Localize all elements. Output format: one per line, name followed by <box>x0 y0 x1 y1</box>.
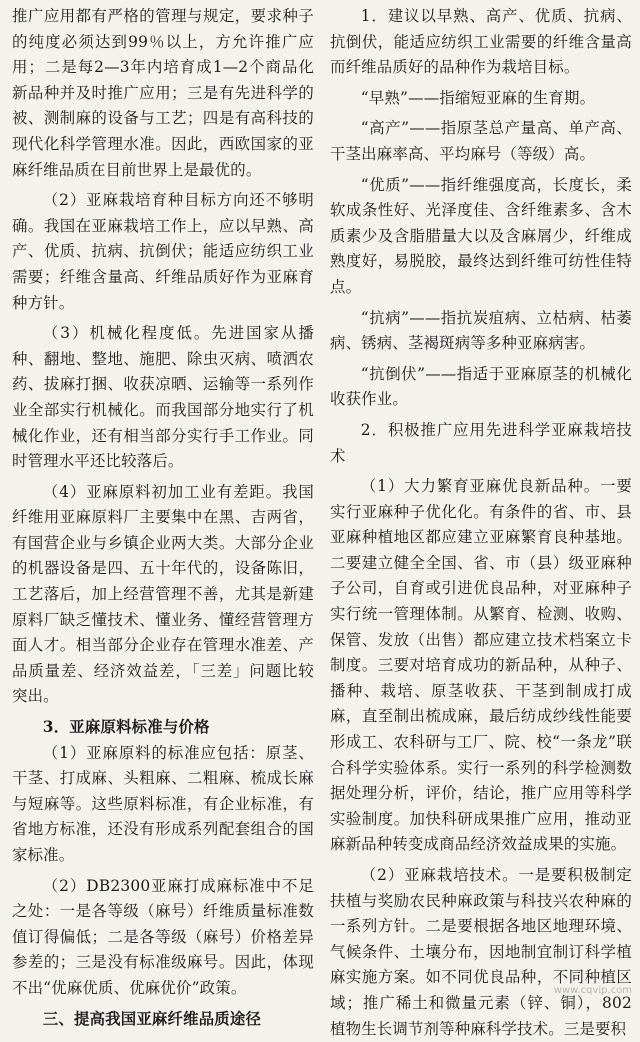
left-paragraph-6: （2）DB2300亚麻打成麻标准中不足之处：一是各等级（麻号）纤维质量标准数值订得偏低；二是各等级（麻号）价格差异参差的；三是没有标准级麻号。因此，体现不出“优麻优质、优麻优价”政策。 <box>12 876 314 997</box>
section-heading-3: 三、提高我国亚麻纤维品质途径 <box>42 1009 262 1028</box>
subsection-heading-3: 3．亚麻原料标准与价格 <box>42 718 210 737</box>
right-paragraph-6: “抗倒伏”——指适于亚麻原茎的机械化收获作业。 <box>330 364 632 409</box>
left-column <box>12 4 314 1032</box>
right-paragraph-2: “早熟”——指缩短亚麻的生育期。 <box>360 88 596 107</box>
right-paragraph-4: “优质”——指纤维强度高，长度长，柔软成条性好、光泽度佳、含纤维素多、含木质素少及含脂腊量大以及含麻屑少，纤维成熟度好，易脱胶，最终达到纤维可纺性佳特点。 <box>330 175 632 296</box>
right-paragraph-9: （2）亚麻栽培技术。一是要积极制定扶植与奖励农民种麻政策与科技兴农种麻的一系列方针。二是要根据各地区地理环境、气候条件、土壤分布，因地制宜制订科学植麻实施方案。如不同优良品种，不同种植区域；推广稀土和微量元素（锌、铜），802植物生长调节剂等种麻科学技术。三是要积 <box>330 866 632 1038</box>
left-paragraph-4: （4）亚麻原料初加工业有差距。我国纤维用亚麻原料厂主要集中在黑、吉两省，有国营企业与乡镇企业两大类。大部分企业的机器设备是四、五十年代的，设备陈旧，工艺落后，加上经营管理不善，尤其是新建原料厂缺乏懂技术、懂业务、懂经营管理方面人才。相当部分企业存在管理水准差、产品质量差、经济效益差，「三差」问题比较突出。 <box>12 482 314 706</box>
right-paragraph-5: “抗病”——指抗炭疽病、立枯病、枯萎病、锈病、茎褐斑病等多种亚麻病害。 <box>330 308 632 353</box>
right-paragraph-1: 1．建议以早熟、高产、优质、抗病、抗倒伏，能适应纺织工业需要的纤维含量高而纤维品质好的品种作为栽培目标。 <box>330 7 632 77</box>
right-paragraph-3: “高产”——指原茎总产量高、单产高、干茎出麻率高、平均麻号（等级）高。 <box>330 119 632 163</box>
left-paragraph-3: （3）机械化程度低。先进国家从播种、翻地、整地、施肥、除虫灭病、喷洒农药、拔麻打捆、收获凉晒、运输等一系列作业全部实行机械化。而我国部分地实行了机械化作业，还有相当部分实行手工作业。同时管理水平还比较落后。 <box>12 324 314 471</box>
left-paragraph-2: （2）亚麻栽培育种目标方向还不够明确。我国在亚麻栽培工作上，应以早熟、高产、优质、抗病、抗倒伏；能适应纺织工业需要；纤维含量高、纤维品质好作为亚麻育种方针。 <box>12 191 314 312</box>
right-column <box>330 4 632 1042</box>
left-paragraph-5: （1）亚麻原料的标准应包括：原茎、干茎、打成麻、头粗麻、二粗麻、梳成长麻与短麻等。这些原料标准，有企业标准，有省地方标准，还没有形成系列配套组合的国家标准。 <box>12 743 314 864</box>
left-paragraph-1: 推广应用都有严格的管理与规定，要求种子的纯度必须达到99％以上，方允许推广应用；二是每2—3年内培育成1—2个商品化新品种并及时推广应用；三是有先进科学的被、测制麻的设备与工艺；四是有高科技的现代化科学管理水准。因此，西欧国家的亚麻纤维品质在目前世界上是最优的。 <box>12 7 314 179</box>
right-paragraph-8: （1）大力繁育亚麻优良新品种。一要实行亚麻种子优化化。有条件的省、市、县亚麻种植地区都应建立亚麻繁育良种基地。二要建立健全全国、省、市（县）级亚麻种子公司，自育或引进优良品种，对亚麻种子实行统一管理体制。从繁育、检测、收购、保管、发放（出售）都应建立技术档案立卡制度。三要对培育成功的新品种，从种子、播种、栽培、原茎收获、干茎到制成打成麻，直至制出梳成麻，最后纺成纱线性能要形成工、农科研与工厂、院、校“一条龙”联合科学实验体系。实行一系列的科学检测数据处理分析，评价，结论，推广应用等科学实验制度。加快科研成果推广应用，推动亚麻新品种转变成商品经济效益成果的实施。 <box>330 477 632 854</box>
watermark: www.cqvip.com <box>553 985 632 996</box>
right-paragraph-7: 2．积极推广应用先进科学亚麻栽培技术 <box>330 420 632 465</box>
